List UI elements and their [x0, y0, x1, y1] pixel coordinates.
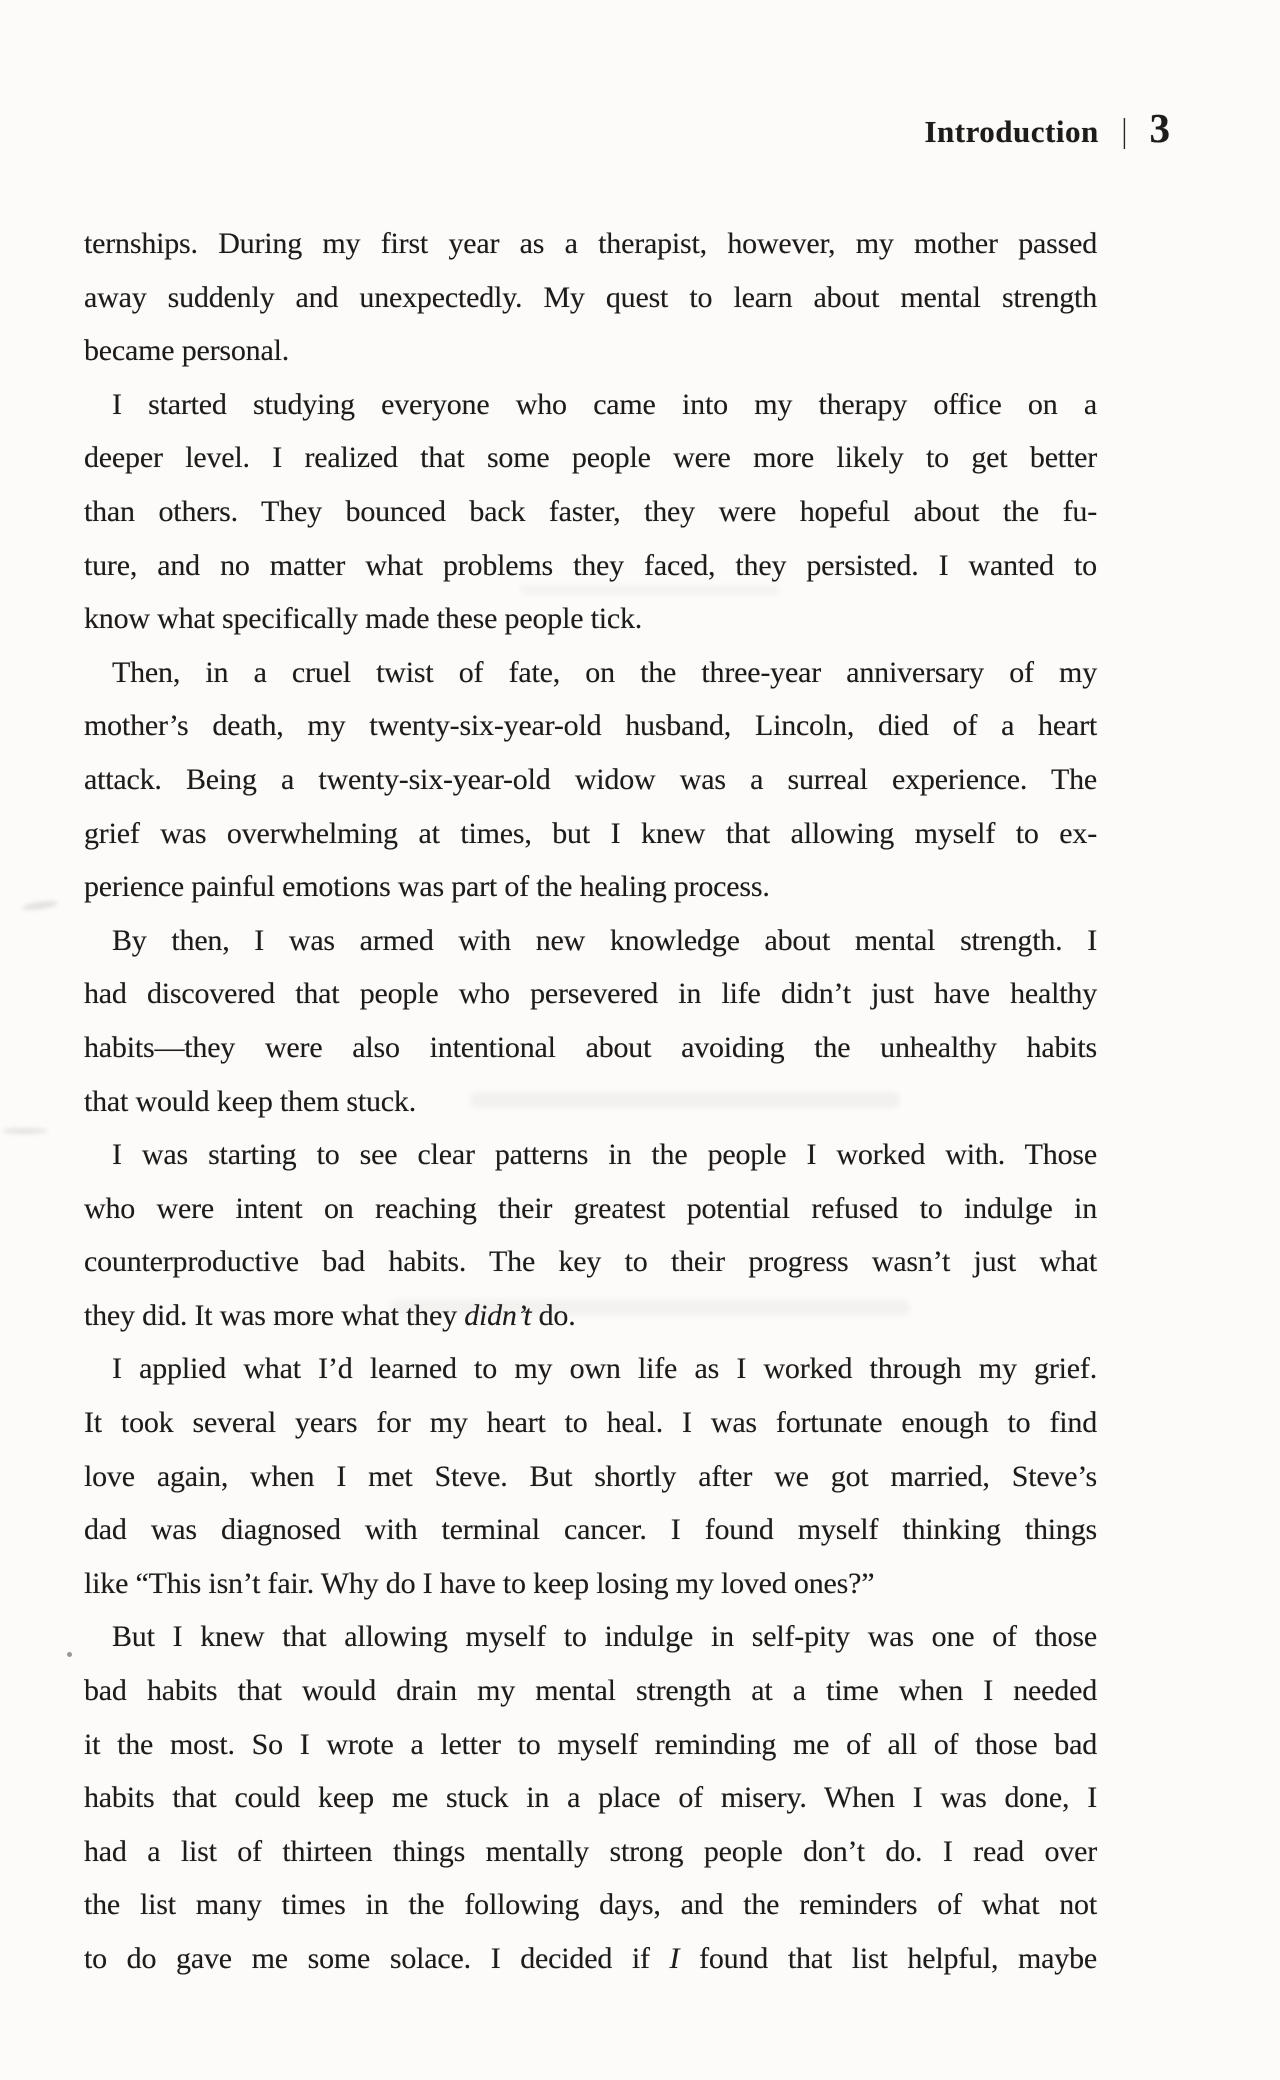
text-line — [84, 1289, 1097, 1343]
text-segment: perience painful emotions was part of the healing process. — [84, 870, 770, 904]
emphasized-text: didn’t — [464, 1298, 532, 1332]
text-line — [84, 1396, 1097, 1450]
text-line — [84, 378, 1097, 432]
text-segment: mother’s death, my twenty-six-year-old husband, Lincoln, died of a heart — [84, 709, 1097, 743]
text-line — [84, 753, 1097, 807]
text-line — [84, 592, 1097, 646]
scan-artifact-dot — [67, 1652, 72, 1657]
text-line — [84, 1128, 1097, 1182]
text-line — [84, 1878, 1097, 1932]
text-line — [84, 217, 1097, 271]
text-segment: counterproductive bad habits. The key to their progress wasn’t just what — [84, 1245, 1097, 1279]
text-segment: do. — [531, 1298, 576, 1332]
text-segment: Then, in a cruel twist of fate, on the three-year anniversary of my — [112, 655, 1097, 689]
text-line — [84, 1342, 1097, 1396]
text-line — [84, 431, 1097, 485]
text-segment: I started studying everyone who came into my therapy office on a — [112, 387, 1097, 421]
scan-artifact-smudge — [2, 1128, 48, 1134]
text-segment: ternships. During my first year as a therapist, however, my mother passed — [84, 227, 1097, 260]
text-segment: deeper level. I realized that some people were more likely to get better — [84, 441, 1097, 475]
section-title: Introduction — [924, 114, 1099, 149]
text-segment: the list many times in the following days, and the reminders of what not — [84, 1888, 1097, 1922]
text-line — [84, 1450, 1097, 1504]
text-segment: it the most. So I wrote a letter to myself reminding me of all of those bad — [84, 1727, 1097, 1761]
text-line — [84, 807, 1097, 861]
text-line — [84, 1075, 1097, 1129]
text-line — [84, 539, 1097, 593]
text-segment: had a list of thirteen things mentally strong people don’t do. I read over — [84, 1834, 1097, 1868]
text-segment: grief was overwhelming at times, but I knew that allowing myself to ex- — [84, 816, 1097, 850]
body-text — [84, 217, 1097, 1986]
text-line — [84, 1182, 1097, 1236]
text-segment: I was starting to see clear patterns in the people I worked with. Those — [112, 1138, 1097, 1172]
text-segment: bad habits that would drain my mental strength at a time when I needed — [84, 1674, 1097, 1708]
text-segment: habits that could keep me stuck in a place of misery. When I was done, I — [84, 1781, 1097, 1815]
text-line — [84, 1503, 1097, 1557]
text-line — [84, 1771, 1097, 1825]
page-number: 3 — [1149, 105, 1170, 151]
text-segment: attack. Being a twenty-six-year-old widow was a surreal experience. The — [84, 762, 1097, 796]
text-line — [84, 860, 1097, 914]
text-line — [84, 967, 1097, 1021]
text-segment: ture, and no matter what problems they faced, they persisted. I wanted to — [84, 548, 1097, 582]
text-line — [84, 646, 1097, 700]
text-segment: like “This isn’t fair. Why do I have to keep losing my loved ones?” — [84, 1566, 875, 1600]
text-segment: away suddenly and unexpectedly. My quest to learn about mental strength — [84, 280, 1097, 314]
text-segment: love again, when I met Steve. But shortly after we got married, Steve’s — [84, 1459, 1097, 1493]
text-line — [84, 485, 1097, 539]
text-line — [84, 1021, 1097, 1075]
text-segment: habits—they were also intentional about avoiding the unhealthy habits — [84, 1030, 1097, 1064]
text-segment: But I knew that allowing myself to indulge in self-pity was one of those — [112, 1620, 1097, 1654]
text-line — [84, 1718, 1097, 1772]
text-segment: know what specifically made these people tick. — [84, 602, 643, 636]
text-line — [84, 1235, 1097, 1289]
running-head — [924, 104, 1170, 152]
text-segment: found that list helpful, maybe — [679, 1942, 1097, 1975]
text-segment: than others. They bounced back faster, they were hopeful about the fu- — [84, 494, 1097, 528]
text-line — [84, 699, 1097, 753]
emphasized-text: I — [669, 1942, 680, 1975]
text-segment: had discovered that people who persevered in life didn’t just have healthy — [84, 977, 1097, 1011]
text-line — [84, 1825, 1097, 1879]
text-segment: It took several years for my heart to heal. I was fortunate enough to find — [84, 1406, 1097, 1440]
text-line — [84, 1557, 1097, 1611]
text-segment: to do gave me some solace. I decided if — [84, 1942, 670, 1975]
text-line — [84, 324, 1097, 378]
text-segment: By then, I was armed with new knowledge about mental strength. I — [112, 923, 1097, 957]
text-segment: dad was diagnosed with terminal cancer. I found myself thinking things — [84, 1513, 1097, 1547]
text-segment: they did. It was more what they — [84, 1298, 465, 1332]
text-segment: that would keep them stuck. — [84, 1084, 417, 1118]
header-separator: | — [1121, 113, 1127, 150]
text-segment: I applied what I’d learned to my own life as I worked through my grief. — [112, 1352, 1097, 1386]
scan-artifact-smudge — [22, 900, 59, 912]
text-line — [84, 914, 1097, 968]
text-line — [84, 271, 1097, 325]
text-segment: who were intent on reaching their greatest potential refused to indulge in — [84, 1191, 1097, 1225]
text-line — [84, 1664, 1097, 1718]
text-line — [84, 1932, 1097, 1986]
text-segment: became personal. — [84, 334, 290, 368]
text-line — [84, 1610, 1097, 1664]
